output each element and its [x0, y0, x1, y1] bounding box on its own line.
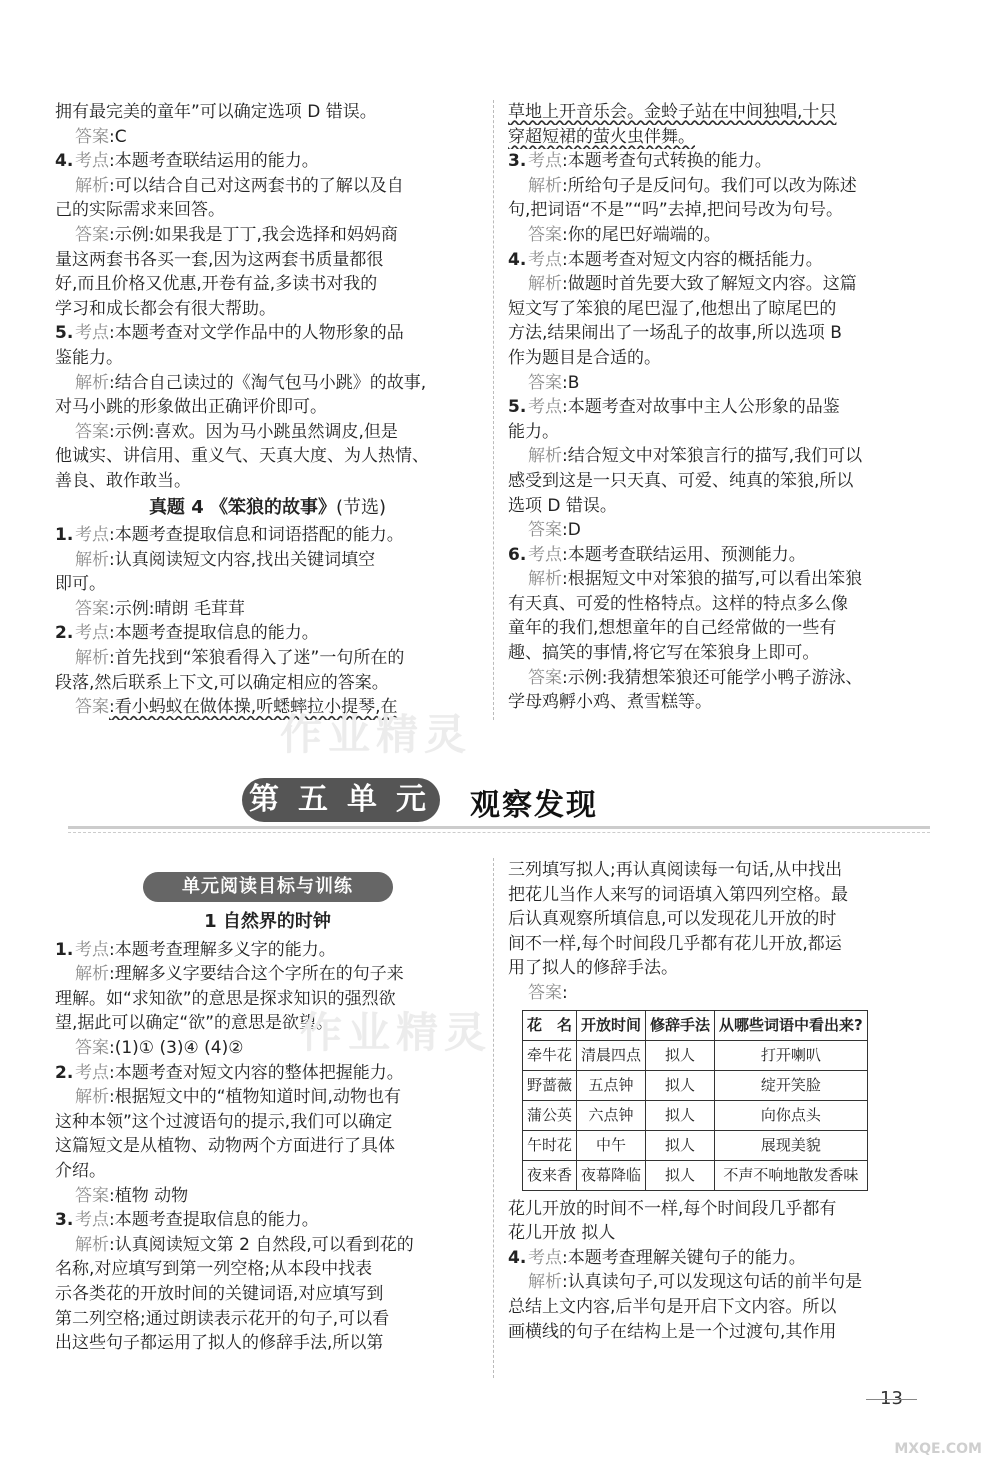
line-text: 趣、搞笑的事情,将它写在笨狼身上即可。: [508, 643, 820, 664]
line-text: :看小蚂蚁在做体操,听蟋蟀拉小提琴,在: [109, 697, 398, 718]
line-text: :C: [109, 126, 127, 147]
line-text: :植物 动物: [109, 1185, 189, 1206]
table-cell: 拟人: [646, 1160, 715, 1190]
table-header-cell: 从哪些词语中看出来?: [715, 1010, 868, 1040]
table-cell: 野蔷薇: [523, 1070, 577, 1100]
text-line: [508, 1197, 928, 1222]
text-line: [55, 621, 480, 646]
field-label: 答案: [528, 372, 562, 393]
text-line: [55, 444, 480, 469]
line-text: 理解。如“求知欲”的意思是探求知识的强烈欲: [55, 988, 396, 1009]
table-cell: 夜幕降临: [577, 1160, 646, 1190]
field-label: 答案: [75, 224, 109, 245]
field-label: 考点: [75, 1062, 109, 1083]
text-line: [508, 444, 928, 469]
watermark: 作业精灵: [280, 710, 473, 759]
question-number: 1.: [55, 525, 74, 546]
line-text: :示例:晴朗 毛茸茸: [109, 598, 245, 619]
field-label: 考点: [75, 1210, 109, 1231]
line-text: :本题考查理解关键句子的能力。: [562, 1247, 806, 1268]
table-cell: 拟人: [646, 1100, 715, 1130]
section-title-text: 真题 4 《笨狼的故事》: [148, 496, 336, 518]
line-text: 即可。: [55, 574, 106, 595]
line-text: 总结上文内容,后半句是开启下文内容。所以: [508, 1296, 837, 1317]
field-label: 解析: [528, 175, 562, 196]
line-text: 方法,结果闹出了一场乱子的故事,所以选项 B: [508, 323, 842, 344]
field-label: 答案: [528, 224, 562, 245]
text-line: [55, 395, 480, 420]
table-cell: 展现美貌: [715, 1130, 868, 1160]
text-line: [508, 494, 928, 519]
text-line: [55, 1257, 480, 1282]
text-line: [508, 883, 928, 908]
text-line: [55, 572, 480, 597]
text-line: [55, 149, 480, 174]
line-text: 善良、敢作敢当。: [55, 470, 191, 491]
table-header-cell: 花 名: [523, 1010, 577, 1040]
field-label: 答案: [528, 667, 562, 688]
line-text: 后认真观察所填信息,可以发现花儿开放的时: [508, 909, 837, 930]
text-line: [508, 932, 928, 957]
field-label: 考点: [75, 525, 109, 546]
text-line: [508, 666, 928, 691]
field-label: 解析: [528, 274, 562, 295]
line-text: 段落,然后联系上下文,可以确定相应的答案。: [55, 672, 389, 693]
table-body: [523, 1040, 868, 1190]
flower-table: [522, 1010, 868, 1191]
banner-rule-dashed: [68, 832, 930, 833]
text-line: [508, 543, 928, 568]
line-text: 这篇短文是从植物、动物两个方面进行了具体: [55, 1136, 395, 1157]
field-label: 解析: [75, 549, 109, 570]
section-title: [55, 496, 480, 521]
line-text: 好,而且价格又优惠,开卷有益,多读书对我的: [55, 274, 378, 295]
text-line: [55, 938, 480, 963]
field-label: 考点: [528, 1247, 562, 1268]
text-line: [55, 1307, 480, 1332]
top-left-column: [55, 100, 480, 720]
text-line: [508, 420, 928, 445]
line-text: :D: [562, 520, 581, 541]
field-label: 答案: [528, 982, 562, 1003]
text-line: [55, 523, 480, 548]
text-line: [508, 174, 928, 199]
text-line: [508, 100, 928, 125]
table-cell: 不声不响地散发香味: [715, 1160, 868, 1190]
field-label: 考点: [528, 397, 562, 418]
question-number: 2.: [55, 623, 74, 644]
field-label: 考点: [75, 623, 109, 644]
field-label: 考点: [75, 323, 109, 344]
bottom-right-text-after: [508, 1197, 928, 1345]
field-label: 答案: [75, 126, 109, 147]
line-text: 鉴能力。: [55, 347, 123, 368]
table-cell: 绽开笑脸: [715, 1070, 868, 1100]
field-label: 解析: [528, 446, 562, 467]
text-line: [508, 297, 928, 322]
text-line: [508, 1246, 928, 1271]
field-label: 答案: [528, 520, 562, 541]
table-row: [523, 1040, 868, 1070]
bottom-left-column: [55, 872, 480, 1356]
table-header-cell: 修辞手法: [646, 1010, 715, 1040]
line-text: :本题考查句式转换的能力。: [562, 151, 772, 172]
line-text: 对马小跳的形象做出正确评价即可。: [55, 397, 327, 418]
banner-rule: [68, 826, 930, 829]
line-text: 拥有最完美的童年”可以确定选项 D 错误。: [55, 102, 377, 122]
line-text: :认真读句子,可以发现这句话的前半句是: [562, 1272, 863, 1293]
text-line: [508, 567, 928, 592]
bottom-right-text-before: [508, 858, 928, 1006]
table-row: [523, 1070, 868, 1100]
question-number: 4.: [508, 1247, 527, 1268]
line-text: :本题考查提取信息的能力。: [109, 623, 319, 644]
text-line: [508, 272, 928, 297]
text-line: [508, 248, 928, 273]
text-line: [55, 646, 480, 671]
table-cell: 中午: [577, 1130, 646, 1160]
line-text: :本题考查提取信息和词语搭配的能力。: [109, 525, 404, 546]
field-label: 考点: [528, 151, 562, 172]
table-cell: 午时花: [523, 1130, 577, 1160]
line-text: :本题考查联结运用的能力。: [109, 151, 319, 172]
line-text: :本题考查对故事中主人公形象的品鉴: [562, 397, 840, 418]
unit-label: [242, 778, 440, 822]
text-line: [508, 1270, 928, 1295]
line-text: :根据短文中的“植物知道时间,动物也有: [109, 1087, 401, 1108]
text-line: [55, 1159, 480, 1184]
text-line: [508, 1320, 928, 1345]
line-text: 量这两套书各买一套,因为这两套书质量都很: [55, 249, 384, 270]
text-line: [508, 518, 928, 543]
table-cell: 夜来香: [523, 1160, 577, 1190]
field-label: 解析: [75, 175, 109, 196]
line-text: 花儿开放的时间不一样,每个时间段几乎都有: [508, 1198, 837, 1219]
text-line: [55, 1282, 480, 1307]
table-cell: 六点钟: [577, 1100, 646, 1130]
field-label: 考点: [528, 249, 562, 270]
text-line: [55, 469, 480, 494]
line-text: 短文写了笨狼的尾巴湿了,他想出了晾尾巴的: [508, 298, 837, 319]
text-line: [508, 858, 928, 883]
field-label: 解析: [75, 372, 109, 393]
field-label: 答案: [75, 1037, 109, 1058]
unit-char: 单: [347, 782, 377, 817]
line-text: 学母鸡孵小鸡、煮雪糕等。: [508, 692, 712, 713]
text-line: [508, 616, 928, 641]
line-text: 他诚实、讲信用、重义气、天真大度、为人热情、: [55, 446, 429, 467]
line-text: :结合短文中对笨狼言行的描写,我们可以: [562, 446, 863, 467]
line-text: 句,把词语“不是”“吗”去掉,把问号改为句号。: [508, 200, 844, 221]
line-text: 示各类花的开放时间的关键词语,对应填写到: [55, 1283, 384, 1304]
table-cell: 拟人: [646, 1130, 715, 1160]
line-text: 草地上开音乐会。金蛉子站在中间独唱,十只: [508, 102, 837, 122]
unit-banner: [0, 766, 1000, 836]
question-number: 3.: [55, 1210, 74, 1231]
text-line: [508, 981, 928, 1006]
top-right-column: [508, 100, 928, 715]
line-text: :本题考查理解多义字的能力。: [109, 939, 336, 960]
text-line: [55, 1208, 480, 1233]
section-title-sub: (节选): [336, 496, 387, 518]
line-text: 选项 D 错误。: [508, 495, 617, 516]
unit-char: 元: [396, 782, 426, 817]
corner-logo: MXQE.COM: [894, 1441, 982, 1457]
text-line: [55, 125, 480, 150]
line-text: 能力。: [508, 421, 559, 442]
text-line: [508, 907, 928, 932]
table-cell: 打开喇叭: [715, 1040, 868, 1070]
question-number: 3.: [508, 151, 527, 172]
line-text: 名称,对应填写到第一列空格;从本段中找表: [55, 1259, 373, 1280]
line-text: 出这些句子都运用了拟人的修辞手法,所以第: [55, 1333, 384, 1354]
table-cell: 蒲公英: [523, 1100, 577, 1130]
watermark: 作业精灵: [300, 1008, 493, 1057]
line-text: 感受到这是一只天真、可爱、纯真的笨狼,所以: [508, 470, 854, 491]
text-line: [55, 100, 480, 125]
table-cell: 拟人: [646, 1040, 715, 1070]
text-line: [508, 125, 928, 150]
text-line: [55, 198, 480, 223]
table-cell: 牵牛花: [523, 1040, 577, 1070]
line-text: 作为题目是合适的。: [508, 347, 661, 368]
field-label: 答案: [75, 697, 109, 718]
field-label: 考点: [75, 151, 109, 172]
question-number: 2.: [55, 1062, 74, 1083]
line-text: 这种本领”这个过渡语句的提示,我们可以确定: [55, 1111, 393, 1132]
line-text: :本题考查提取信息的能力。: [109, 1210, 319, 1231]
column-divider-top: [493, 100, 494, 720]
line-text: :本题考查对短文内容的概括能力。: [562, 249, 823, 270]
line-text: :B: [562, 372, 580, 393]
text-line: [508, 346, 928, 371]
text-line: [508, 469, 928, 494]
field-label: 答案: [75, 598, 109, 619]
text-line: [55, 1134, 480, 1159]
line-text: :根据短文中对笨狼的描写,可以看出笨狼: [562, 569, 863, 590]
table-row: [523, 1160, 868, 1190]
line-text: :示例:我猜想笨狼还可能学小鸭子游泳、: [562, 667, 863, 688]
question-number: 4.: [55, 151, 74, 172]
line-text: :你的尾巴好端端的。: [562, 224, 721, 245]
text-line: [55, 597, 480, 622]
line-text: :(1)① (3)④ (4)②: [109, 1037, 244, 1058]
unit-char: 五: [298, 782, 328, 817]
text-line: [508, 641, 928, 666]
text-line: [55, 321, 480, 346]
text-line: [55, 1331, 480, 1356]
field-label: 解析: [75, 1087, 109, 1108]
text-line: [508, 395, 928, 420]
page-number: 13: [880, 1388, 903, 1409]
text-line: [508, 198, 928, 223]
line-text: 三列填写拟人;再认真阅读每一句话,从中找出: [508, 860, 843, 880]
line-text: :所给句子是反问句。我们可以改为陈述: [562, 175, 857, 196]
question-number: 4.: [508, 249, 527, 270]
line-text: 间不一样,每个时间段几乎都有花儿开放,都运: [508, 933, 842, 954]
text-line: [508, 592, 928, 617]
line-text: :认真阅读短文内容,找出关键词填空: [109, 549, 376, 570]
text-line: [55, 420, 480, 445]
text-line: [55, 272, 480, 297]
field-label: 解析: [75, 648, 109, 669]
text-line: [508, 690, 928, 715]
question-number: 5.: [508, 397, 527, 418]
text-line: [55, 671, 480, 696]
line-text: 用了拟人的修辞手法。: [508, 958, 678, 979]
table-cell: 清晨四点: [577, 1040, 646, 1070]
text-line: [55, 223, 480, 248]
text-line: [508, 956, 928, 981]
line-text: :本题考查对文学作品中的人物形象的品: [109, 323, 404, 344]
field-label: 答案: [75, 1185, 109, 1206]
table-cell: 拟人: [646, 1070, 715, 1100]
line-text: 己的实际需求来回答。: [55, 200, 225, 221]
text-line: [55, 1110, 480, 1135]
table-cell: 向你点头: [715, 1100, 868, 1130]
unit-goal-pill: 单元阅读目标与训练: [143, 872, 393, 902]
field-label: 考点: [75, 939, 109, 960]
line-text: 望,据此可以确定“欲”的意思是欲望。: [55, 1013, 334, 1034]
line-text: 有天真、可爱的性格特点。这样的特点多么像: [508, 593, 848, 614]
table-header-row: [523, 1010, 868, 1040]
text-line: [55, 297, 480, 322]
line-text: :首先找到“笨狼看得入了迷”一句所在的: [109, 648, 405, 669]
field-label: 解析: [75, 964, 109, 985]
line-text: 介绍。: [55, 1160, 106, 1181]
field-label: 解析: [75, 1234, 109, 1255]
field-label: 答案: [75, 421, 109, 442]
field-label: 解析: [528, 1272, 562, 1293]
text-line: [508, 1295, 928, 1320]
bottom-right-column: [508, 858, 928, 1344]
text-line: [55, 548, 480, 573]
text-line: [55, 1233, 480, 1258]
text-line: [55, 174, 480, 199]
text-line: [55, 962, 480, 987]
table-row: [523, 1130, 868, 1160]
text-line: [508, 223, 928, 248]
line-text: :理解多义字要结合这个字所在的句子来: [109, 964, 404, 985]
text-line: [55, 371, 480, 396]
line-text: :示例:喜欢。因为马小跳虽然调皮,但是: [109, 421, 398, 442]
text-line: [508, 371, 928, 396]
unit-title: 观察发现: [470, 788, 598, 823]
text-line: [55, 1184, 480, 1209]
question-number: 1.: [55, 939, 74, 960]
line-text: :做题时首先要大致了解短文内容。这篇: [562, 274, 857, 295]
line-text: :认真阅读短文第 2 自然段,可以看到花的: [109, 1234, 414, 1255]
text-line: [508, 321, 928, 346]
table-row: [523, 1100, 868, 1130]
field-label: 解析: [528, 569, 562, 590]
line-text: :可以结合自己对这两套书的了解以及自: [109, 175, 404, 196]
line-text: 把花儿当作人来写的词语填入第四列空格。最: [508, 884, 848, 905]
line-text: :本题考查对短文内容的整体把握能力。: [109, 1062, 404, 1083]
table-cell: 五点钟: [577, 1070, 646, 1100]
line-text: 穿超短裙的萤火虫伴舞。: [508, 126, 695, 147]
section-title: [55, 910, 480, 935]
question-number: 5.: [55, 323, 74, 344]
text-line: [55, 1085, 480, 1110]
text-line: [55, 248, 480, 273]
line-text: 第二列空格;通过朗读表示花开的句子,可以看: [55, 1308, 390, 1329]
line-text: 童年的我们,想想童年的自己经常做的一些有: [508, 618, 837, 639]
section-title-text: 1 自然界的时钟: [204, 911, 331, 932]
line-text: 学习和成长都会有很大帮助。: [55, 298, 276, 319]
text-line: [55, 1061, 480, 1086]
question-number: 6.: [508, 544, 527, 565]
line-text: 画横线的句子在结构上是一个过渡句,其作用: [508, 1321, 837, 1342]
text-line: [508, 1221, 928, 1246]
line-text: :本题考查联结运用、预测能力。: [562, 544, 806, 565]
column-divider-bottom: [493, 858, 494, 1378]
line-text: :: [562, 982, 568, 1003]
text-line: [55, 346, 480, 371]
table-header-cell: 开放时间: [577, 1010, 646, 1040]
line-text: 花儿开放 拟人: [508, 1223, 616, 1244]
text-line: [508, 149, 928, 174]
line-text: :结合自己读过的《淘气包马小跳》的故事,: [109, 372, 427, 393]
unit-char: 第: [249, 782, 279, 817]
line-text: :示例:如果我是丁丁,我会选择和妈妈商: [109, 224, 398, 245]
field-label: 考点: [528, 544, 562, 565]
